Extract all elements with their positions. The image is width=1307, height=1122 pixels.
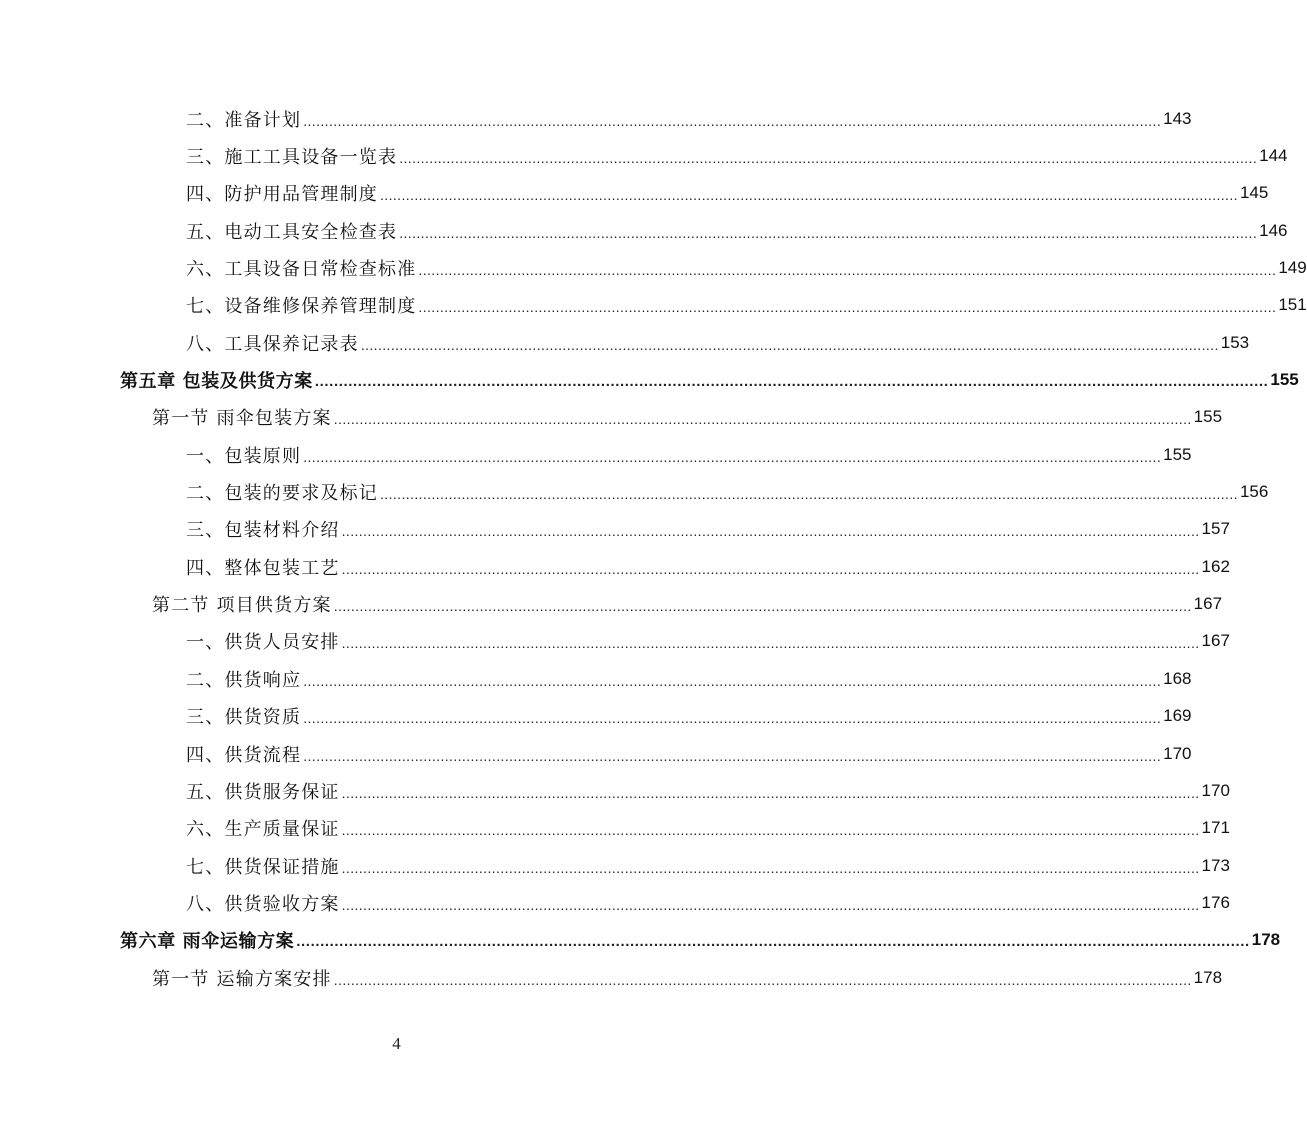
toc-entry-title: 四、防护用品管理制度 [186,184,378,206]
dot-leader: ........................................................................................................................................................................................................ [341,859,1200,876]
toc-entry-page-number: 153 [1220,332,1250,352]
dot-leader: ........................................................................................................................................................................................................ [380,486,1238,503]
dot-leader: ........................................................................................................................................................................................................ [360,336,1219,353]
toc-entry-page-number: 168 [1163,668,1192,688]
table-of-contents [0,100,1307,996]
toc-entry-page-number: 155 [1270,370,1299,390]
toc-entry-item[interactable] [0,810,1230,847]
dot-leader: ........................................................................................................................................................................................................ [380,187,1238,204]
toc-entry-title: 第六章 雨伞运输方案 [120,931,295,953]
toc-entry-item[interactable] [0,660,1192,697]
toc-entry-title: 第二节 项目供货方案 [152,595,332,617]
toc-entry-page-number: 143 [1163,108,1192,128]
toc-entry-section[interactable] [0,399,1223,436]
toc-entry-title: 第五章 包装及供货方案 [120,371,313,393]
toc-entry-chapter[interactable] [0,922,1281,959]
toc-entry-title: 第一节 雨伞包装方案 [152,408,332,430]
dot-leader: ........................................................................................................................................................................................................ [303,747,1162,764]
toc-entry-item[interactable] [0,324,1250,361]
toc-entry-title: 三、供货资质 [186,707,302,729]
dot-leader: ........................................................................................................................................................................................................ [399,150,1258,167]
toc-entry-title: 五、电动工具安全检查表 [186,221,398,243]
toc-entry-page-number: 162 [1201,556,1230,576]
dot-leader: ........................................................................................................................................................................................................ [296,933,1250,951]
dot-leader: ........................................................................................................................................................................................................ [418,262,1277,279]
toc-entry-title: 四、整体包装工艺 [186,557,340,579]
toc-entry-page-number: 149 [1278,258,1307,278]
toc-entry-item[interactable] [0,137,1288,174]
toc-entry-page-number: 170 [1163,743,1192,763]
toc-entry-title: 三、包装材料介绍 [186,520,340,542]
toc-entry-page-number: 178 [1193,967,1223,987]
toc-entry-item[interactable] [0,735,1192,772]
dot-leader: ........................................................................................................................................................................................................ [303,710,1162,727]
toc-entry-title: 七、设备维修保养管理制度 [186,296,417,318]
toc-entry-page-number: 171 [1201,818,1230,838]
dot-leader: ........................................................................................................................................................................................................ [303,112,1162,129]
dot-leader: ........................................................................................................................................................................................................ [303,448,1162,465]
toc-entry-section[interactable] [0,585,1223,622]
toc-entry-page-number: 145 [1239,183,1269,203]
toc-entry-item[interactable] [0,623,1230,660]
dot-leader: ........................................................................................................................................................................................................ [341,784,1200,801]
toc-entry-title: 一、供货人员安排 [186,632,340,654]
toc-entry-item[interactable] [0,548,1230,585]
page-number: 4 [392,1034,401,1053]
toc-entry-page-number: 169 [1163,706,1192,726]
toc-entry-page-number: 170 [1201,780,1230,800]
toc-entry-title: 六、工具设备日常检查标准 [186,259,417,281]
toc-entry-item[interactable] [0,212,1288,249]
toc-entry-page-number: 155 [1193,407,1223,427]
toc-entry-item[interactable] [0,100,1192,137]
toc-entry-title: 七、供货保证措施 [186,856,340,878]
toc-entry-page-number: 173 [1201,855,1230,875]
toc-entry-item[interactable] [0,511,1230,548]
toc-entry-title: 四、供货流程 [186,744,302,766]
toc-entry-item[interactable] [0,847,1230,884]
toc-entry-page-number: 156 [1239,482,1269,502]
toc-entry-title: 六、生产质量保证 [186,819,340,841]
toc-entry-page-number: 178 [1251,930,1281,950]
toc-entry-page-number: 167 [1193,594,1223,614]
toc-entry-title: 第一节 运输方案安排 [152,968,332,990]
dot-leader: ........................................................................................................................................................................................................ [333,971,1192,988]
toc-entry-item[interactable] [0,175,1269,212]
dot-leader: ........................................................................................................................................................................................................ [418,299,1277,316]
dot-leader: ........................................................................................................................................................................................................ [341,523,1200,540]
toc-entry-title: 八、工具保养记录表 [186,333,359,355]
toc-entry-title: 一、包装原则 [186,445,302,467]
toc-entry-page-number: 176 [1201,892,1230,912]
dot-leader: ........................................................................................................................................................................................................ [314,373,1269,391]
toc-entry-title: 五、供货服务保证 [186,781,340,803]
toc-entry-item[interactable] [0,436,1192,473]
dot-leader: ........................................................................................................................................................................................................ [333,411,1192,428]
toc-entry-section[interactable] [0,959,1223,996]
toc-entry-page-number: 146 [1259,220,1288,240]
toc-entry-page-number: 144 [1259,146,1288,166]
dot-leader: ........................................................................................................................................................................................................ [333,598,1192,615]
dot-leader: ........................................................................................................................................................................................................ [399,224,1258,241]
toc-entry-chapter[interactable] [0,361,1299,398]
dot-leader: ........................................................................................................................................................................................................ [341,635,1200,652]
toc-entry-item[interactable] [0,698,1192,735]
dot-leader: ........................................................................................................................................................................................................ [303,672,1162,689]
toc-entry-item[interactable] [0,287,1307,324]
toc-entry-item[interactable] [0,772,1230,809]
toc-entry-page-number: 167 [1201,631,1230,651]
toc-entry-title: 二、准备计划 [186,109,302,131]
toc-entry-page-number: 151 [1278,295,1307,315]
toc-entry-item[interactable] [0,249,1307,286]
toc-entry-title: 二、供货响应 [186,669,302,691]
toc-entry-page-number: 157 [1201,519,1230,539]
toc-entry-item[interactable] [0,884,1230,921]
dot-leader: ........................................................................................................................................................................................................ [341,560,1200,577]
dot-leader: ........................................................................................................................................................................................................ [341,896,1200,913]
toc-entry-title: 八、供货验收方案 [186,893,340,915]
toc-entry-title: 二、包装的要求及标记 [186,483,378,505]
toc-entry-item[interactable] [0,473,1269,510]
toc-entry-title: 三、施工工具设备一览表 [186,147,398,169]
toc-entry-page-number: 155 [1163,444,1192,464]
dot-leader: ........................................................................................................................................................................................................ [341,822,1200,839]
